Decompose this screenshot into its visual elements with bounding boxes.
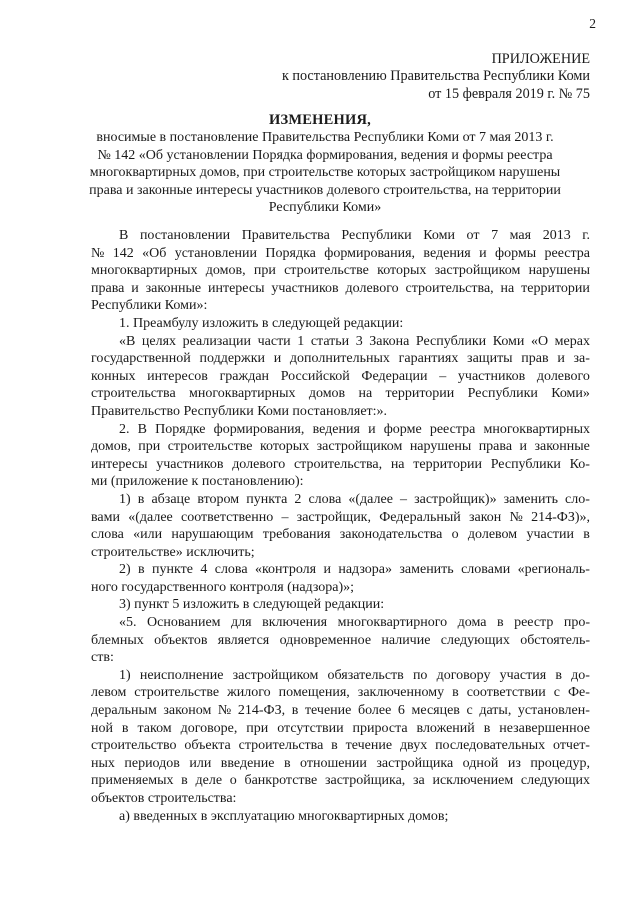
body-line: деральным законом № 214-ФЗ, в течение более 6 месяцев с даты, установлен- [91, 703, 590, 719]
body-line: применяемых в деле о банкротстве застройщика, за исключением следующих [91, 773, 590, 789]
document-subtitle [60, 129, 590, 217]
body-line: строительстве» исключить; [91, 544, 255, 560]
subtitle-line: права и законные интересы участников долевого строительства, на территории [89, 182, 561, 198]
body-line: Республики Коми»: [91, 298, 208, 314]
document-body [91, 227, 590, 825]
body-line: строительство объекта строительства в течение двух последовательных отчет- [91, 738, 590, 754]
body-line: многоквартирных домов, при строительстве которых застройщиком нарушены [91, 263, 590, 279]
body-line: блемных объектов является одновременное наличие следующих обстоятель- [91, 632, 590, 648]
body-line: слова «или нарушающим требования законодательства о долевом участии в [91, 527, 590, 543]
body-line: «В целях реализации части 1 статьи 3 Закона Республики Коми «О мерах [119, 333, 590, 349]
appendix-line-3: от 15 февраля 2019 г. № 75 [428, 86, 590, 102]
body-line: права и законные интересы участников долевого строительства, на территории [91, 280, 590, 296]
body-line: конных интересов граждан Российской Федерации – участников долевого [91, 368, 590, 384]
body-line: строительства многоквартирных домов на территории Республики Коми» [91, 386, 590, 402]
body-line: 3) пункт 5 изложить в следующей редакции: [119, 597, 385, 613]
body-line: а) введенных в эксплуатацию многоквартирных домов; [119, 808, 449, 824]
body-line: 1. Преамбулу изложить в следующей редакции: [119, 315, 404, 331]
body-line: левом строительстве жилого помещения, заключенному в соответствии с Фе- [91, 685, 590, 701]
body-line: 1) в абзаце втором пункта 2 слова «(далее – застройщик)» заменить сло- [119, 491, 590, 507]
subtitle-line: многоквартирных домов, при строительстве которых застройщиком нарушены [89, 165, 561, 180]
body-line: 2. В Порядке формирования, ведения и форме реестра многоквартирных [119, 421, 590, 437]
body-line: интересы участников долевого строительства, на территории Республики Ко- [91, 456, 590, 472]
body-line: вами «(далее соответственно – застройщик, Федеральный закон № 214-ФЗ)», [91, 509, 590, 525]
body-line: Правительство Республики Коми постановляет:». [91, 403, 388, 419]
body-line: ной в таком договоре, при отсутствии прироста вложений в незавершенное [91, 720, 590, 736]
body-line: ми (приложение к постановлению): [91, 474, 304, 490]
body-line: «5. Основанием для включения многоквартирного дома в реестр про- [119, 615, 590, 631]
body-line: ного государственного контроля (надзора)»; [91, 579, 355, 595]
page-number: 2 [589, 16, 596, 31]
subtitle-line: Республики Коми» [268, 200, 382, 215]
body-line: 1) неисполнение застройщиком обязательств по договору участия в до- [119, 667, 590, 683]
body-line: ных периодов или введение в отношении застройщика одной из процедур, [91, 755, 590, 771]
subtitle-line: № 142 «Об установлении Порядка формирования, ведения и формы реестра [97, 147, 553, 163]
appendix-line-2: к постановлению Правительства Республики Коми [281, 68, 590, 84]
appendix-label: ПРИЛОЖЕНИЕ [491, 51, 590, 67]
body-line: ств: [91, 650, 114, 666]
body-line: государственной поддержки и дополнительных гарантиях защиты прав и за- [91, 351, 590, 367]
body-line: 2) в пункте 4 слова «контроля и надзора» заменить словами «региональ- [119, 562, 590, 578]
body-line: В постановлении Правительства Республики Коми от 7 мая 2013 г. [119, 228, 590, 243]
document-title: ИЗМЕНЕНИЯ, [269, 112, 371, 128]
subtitle-line: вносимые в постановление Правительства Республики Коми от 7 мая 2013 г. [96, 130, 554, 145]
body-line: № 142 «Об установлении Порядка формирования, ведения и формы реестра [91, 245, 590, 261]
body-line: домов, при строительстве которых застройщиком нарушены права и законные [91, 439, 590, 455]
body-line: объектов строительства: [91, 791, 237, 806]
